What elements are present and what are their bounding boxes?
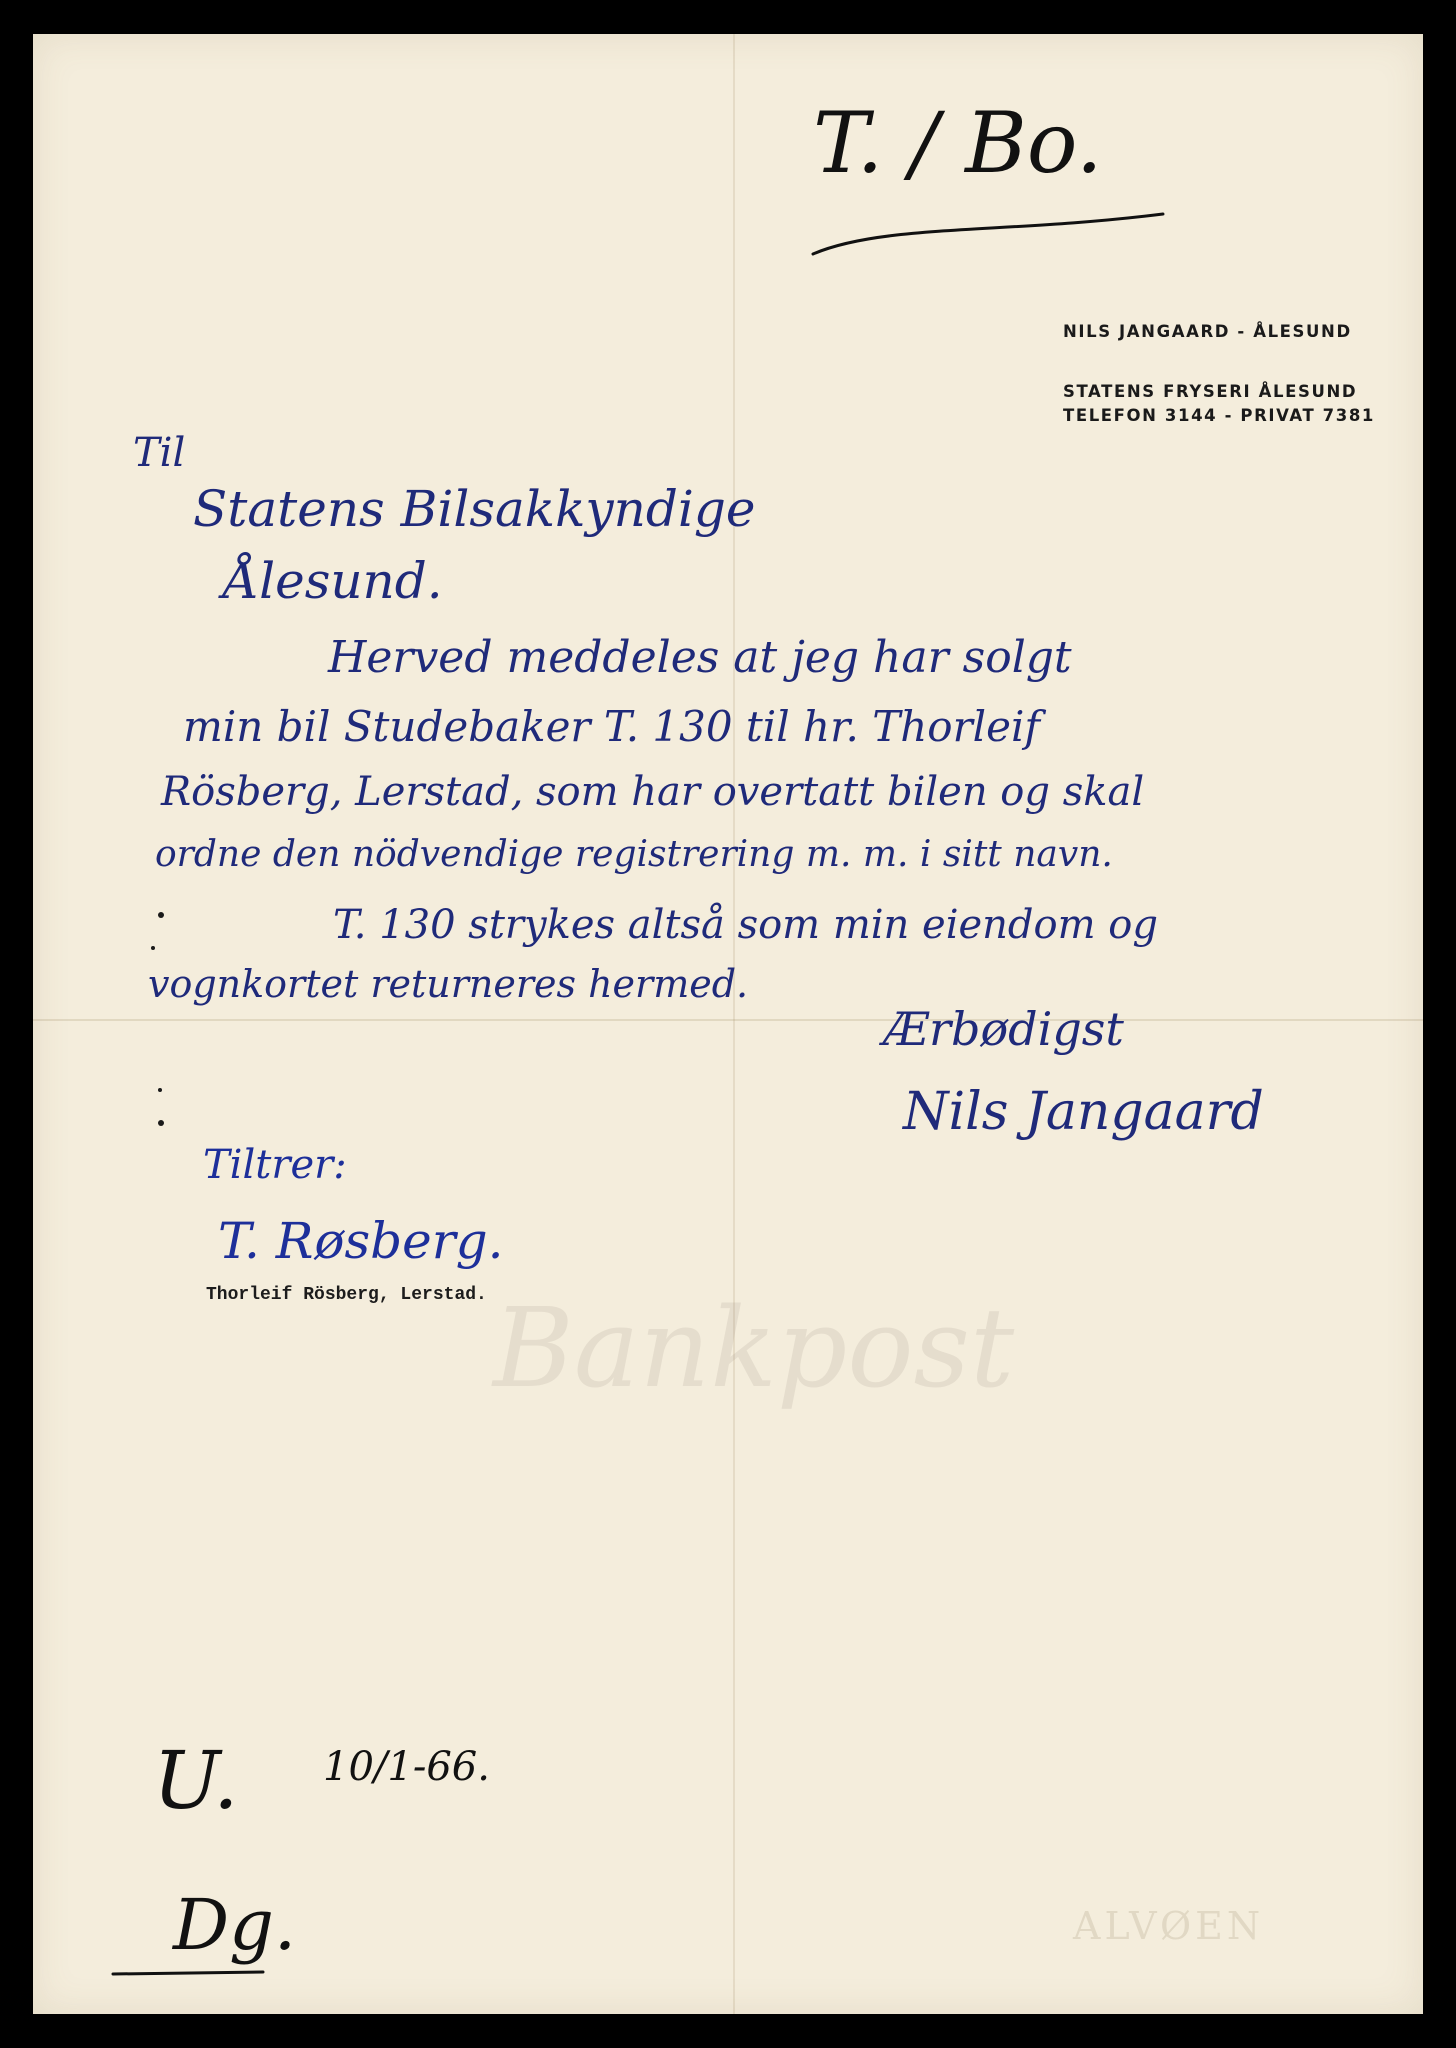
top-annotation-underline [803,194,1203,264]
margin-mark [151,946,155,950]
letter-page [33,34,1423,2014]
city-line: Ålesund. [223,552,443,610]
salutation-til: Til [133,430,186,476]
body-line-5: T. 130 strykes altså som min eiendom og [333,902,1158,948]
letterhead-phone: TELEFON 3144 - PRIVAT 7381 [1062,406,1375,425]
recipient-line: Statens Bilsakkyndige [193,480,756,538]
body-line-1: Herved meddeles at jeg har solgt [328,632,1072,683]
body-line-4: ordne den nödvendige registrering m. m. i sitt navn. [155,834,1113,875]
signature-nils-jangaard: Nils Jangaard [903,1082,1264,1142]
closing: Ærbødigst [883,1002,1124,1056]
bottom-date: 10/1-66. [323,1744,490,1790]
typed-name-line: Thorleif Rösberg, Lerstad. [206,1285,487,1305]
witness-label: Tiltrer: [203,1142,347,1188]
margin-mark [158,1120,164,1126]
letterhead-company: STATENS FRYSERI ÅLESUND [1062,382,1358,401]
bottom-initials-1: U. [153,1734,239,1827]
witness-signature: T. Røsberg. [218,1212,504,1270]
body-line-6: vognkortet returneres hermed. [148,962,749,1006]
fold-line-horizontal [33,1019,1423,1021]
top-annotation: T. / Bo. [813,94,1103,192]
stamp-alvoen: ALVØEN [1073,1904,1265,1948]
margin-mark [158,912,164,918]
bottom-initials-2: Dg. [173,1884,297,1966]
body-line-2: min bil Studebaker T. 130 til hr. Thorleif [183,702,1040,751]
margin-mark [158,1088,162,1092]
letterhead-name: NILS JANGAARD - ÅLESUND [1062,322,1352,341]
letterhead [1063,320,1375,428]
fold-line-vertical [733,34,735,2014]
watermark-bankpost: Bankpost [493,1284,1015,1412]
body-line-3: Rösberg, Lerstad, som har overtatt bilen og skal [161,769,1145,815]
bottom-initials-stroke [103,1954,303,1994]
